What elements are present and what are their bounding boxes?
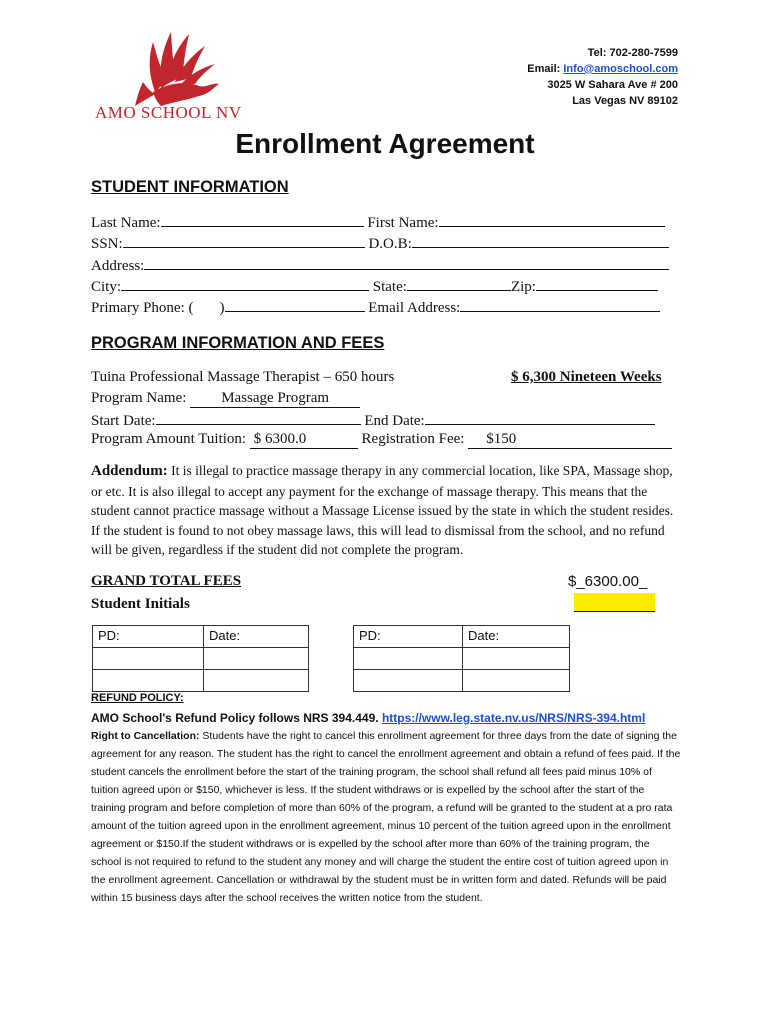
- tel-value: 702-280-7599: [609, 47, 678, 59]
- start-date-label: Start Date:: [91, 413, 156, 429]
- phone-paren-close: ): [219, 300, 225, 316]
- pd-cell[interactable]: [354, 670, 463, 692]
- program-name-row: [91, 390, 360, 408]
- course-line: Tuina Professional Massage Therapist – 650 hours: [91, 369, 395, 385]
- addendum-label: Addendum:: [91, 463, 168, 479]
- grand-total-value: $_6300.00_: [568, 573, 648, 590]
- last-name-label: Last Name:: [91, 215, 161, 231]
- date-cell[interactable]: [204, 648, 309, 670]
- phone-row: [91, 298, 660, 317]
- pd-cell[interactable]: [354, 648, 463, 670]
- email-address-label: Email Address:: [368, 300, 461, 316]
- city-field[interactable]: [121, 277, 369, 291]
- table-row: [93, 648, 309, 670]
- refund-policy-intro: [91, 709, 681, 727]
- grand-total-label: GRAND TOTAL FEES: [91, 573, 242, 589]
- phone-field[interactable]: [225, 298, 365, 312]
- student-initials-label: Student Initials: [91, 596, 190, 612]
- ssn-field[interactable]: [123, 234, 365, 248]
- address-field[interactable]: [144, 256, 669, 270]
- dob-label: D.O.B:: [368, 236, 412, 252]
- bird-logo-icon: [95, 22, 265, 107]
- state-label: State:: [372, 279, 407, 295]
- last-name-row: [91, 213, 665, 232]
- right-to-cancel-label: Right to Cancellation:: [91, 730, 200, 742]
- dates-row: [91, 411, 655, 430]
- email-link[interactable]: Info@amoschool.com: [563, 63, 678, 75]
- address-row: [91, 256, 669, 275]
- email-address-field[interactable]: [460, 298, 660, 312]
- zip-label: Zip:: [510, 279, 536, 295]
- student-initials-field[interactable]: [574, 593, 655, 612]
- table-row: [354, 626, 570, 648]
- date-header: Date:: [463, 626, 570, 648]
- last-name-field[interactable]: [161, 213, 364, 227]
- table-row: [93, 626, 309, 648]
- date-cell[interactable]: [463, 648, 570, 670]
- page-title: Enrollment Agreement: [235, 128, 535, 159]
- refund-policy-heading: REFUND POLICY:: [91, 692, 184, 704]
- dob-field[interactable]: [412, 234, 669, 248]
- logo-text: AMO SCHOOL NV: [95, 103, 242, 122]
- pd-header: PD:: [354, 626, 463, 648]
- program-name-label: Program Name:: [91, 390, 187, 406]
- refund-policy-paragraph: Students have the right to cancel this enrollment agreement for three days from the date of signing the agreement for any reason. The student has the right to cancel the enrollment agreement and obtain a refund of fees paid. If the student cancels the enrollment before the start of the training program, the school shall refund all fees paid minus 10% of tuition agreed upon or $150, whichever is less. If the student withdraws or is expelled by the school after the start of the training program and before completion of more than 60% of the program, a refund will be granted to the student at a pro rata amount of the tuition agreed upon in the enrollment agreement, minus 10 percent of the tuition agreed upon in the enrollment agreement or $150.If the student withdraws or is expelled by the school after more than 60% of the training program, the school is not required to refund to the student any money and will charge the student the entire cost of tuition agreed upon in the enrollment agreement. Cancellation or withdrawal by the student must be in written form and dated. Refunds will be paid within 15 business days after the school receives the written notice from the student.: [91, 730, 681, 904]
- first-name-field[interactable]: [439, 213, 665, 227]
- date-cell[interactable]: [463, 670, 570, 692]
- refund-policy-body: [91, 709, 681, 907]
- tuition-value[interactable]: $ 6300.0: [250, 431, 358, 449]
- contact-block: [527, 45, 678, 109]
- date-cell[interactable]: [204, 670, 309, 692]
- phone-label: Primary Phone: (: [91, 300, 194, 316]
- first-name-label: First Name:: [367, 215, 439, 231]
- refund-policy-text: [91, 727, 681, 907]
- table-row: [93, 670, 309, 692]
- start-date-field[interactable]: [156, 411, 361, 425]
- student-info-heading: STUDENT INFORMATION: [91, 178, 289, 196]
- program-info-heading: PROGRAM INFORMATION AND FEES: [91, 334, 385, 352]
- fees-row: [91, 431, 672, 449]
- zip-field[interactable]: [536, 277, 658, 291]
- contact-address-line1: 3025 W Sahara Ave # 200: [547, 79, 678, 91]
- nrs-link[interactable]: https://www.leg.state.nv.us/NRS/NRS-394.html: [381, 711, 646, 725]
- contact-phone: [527, 45, 678, 61]
- pd-cell[interactable]: [93, 648, 204, 670]
- payment-table-right: [353, 625, 570, 692]
- program-name-value[interactable]: Massage Program: [190, 390, 360, 408]
- course-price: $ 6,300 Nineteen Weeks: [511, 369, 662, 385]
- end-date-label: End Date:: [364, 413, 425, 429]
- email-label: Email:: [527, 63, 561, 75]
- addendum-paragraph: [91, 461, 681, 560]
- date-header: Date:: [204, 626, 309, 648]
- tuition-label: Program Amount Tuition:: [91, 431, 247, 447]
- payment-table-left: [92, 625, 309, 692]
- end-date-field[interactable]: [425, 411, 655, 425]
- table-row: [354, 670, 570, 692]
- addendum-text: It is illegal to practice massage therapy in any commercial location, like SPA, Massage shop, or etc. It is also illegal to accept any payment for the exchange of massage therapy. This means that the student cannot practice massage without a Massage License issued by the state in which the student resides. If the student is found to not obey massage laws, this will lead to dismissal from the school, and no refund will be given, regardless if the student did not complete the program.: [91, 463, 674, 557]
- refund-policy-intro-text: AMO School's Refund Policy follows NRS 394.449.: [91, 711, 379, 725]
- ssn-row: [91, 234, 669, 253]
- tel-label: Tel:: [587, 47, 607, 59]
- contact-address-line2: Las Vegas NV 89102: [572, 95, 678, 107]
- city-label: City:: [91, 279, 122, 295]
- table-row: [354, 648, 570, 670]
- registration-label: Registration Fee:: [361, 431, 465, 447]
- registration-value[interactable]: $150: [468, 431, 672, 449]
- ssn-label: SSN:: [91, 236, 123, 252]
- city-row: [91, 277, 658, 296]
- state-field[interactable]: [407, 277, 511, 291]
- pd-header: PD:: [93, 626, 204, 648]
- address-label: Address:: [91, 258, 145, 274]
- contact-email: [527, 61, 678, 77]
- pd-cell[interactable]: [93, 670, 204, 692]
